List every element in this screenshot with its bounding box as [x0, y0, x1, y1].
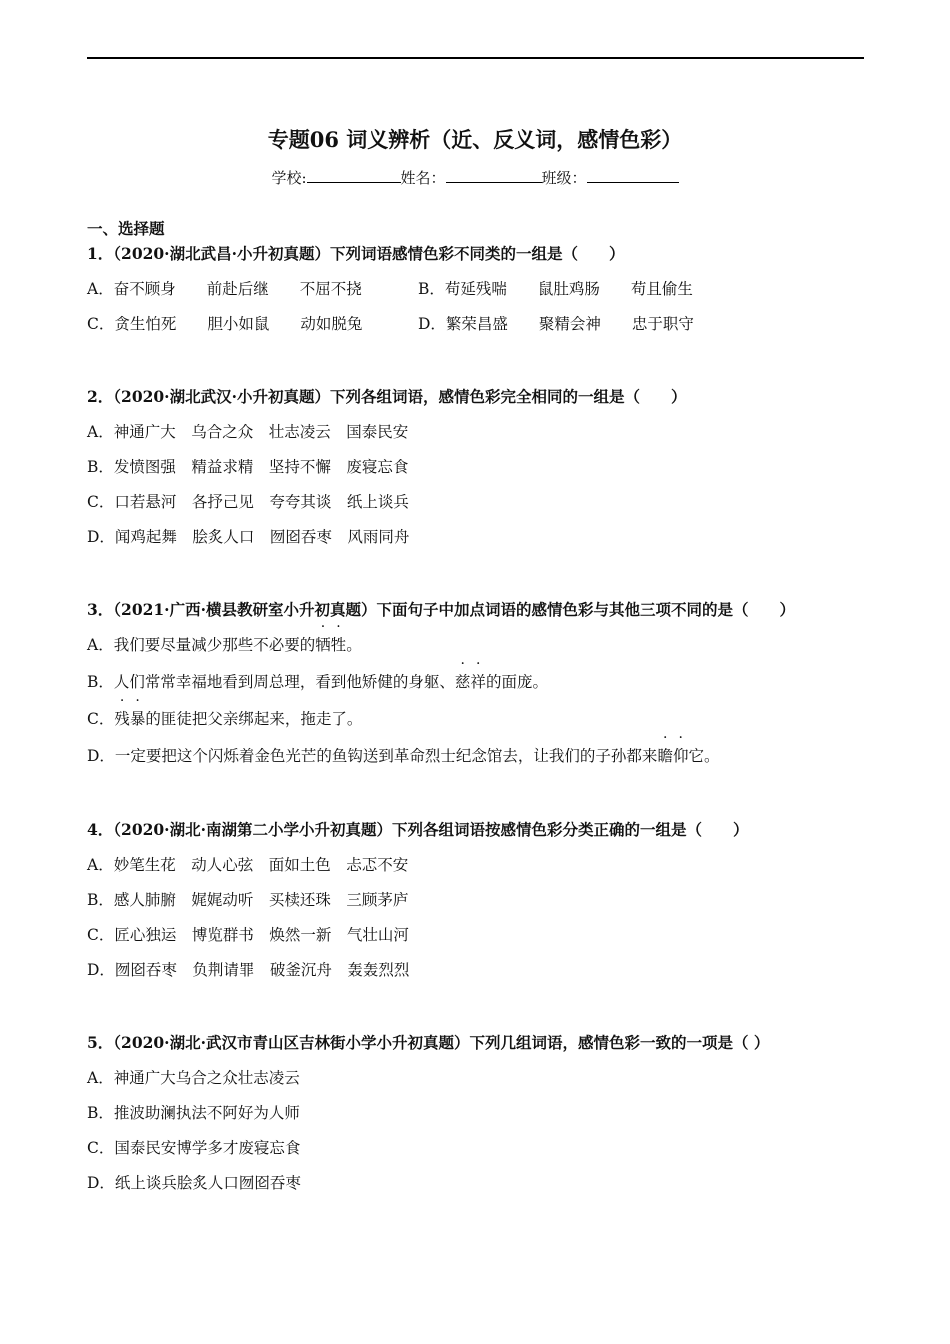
option-text: 的面庞。	[485, 673, 548, 691]
dotted-char: 瞻	[657, 747, 673, 765]
section-heading: 一、选择题	[87, 219, 165, 238]
option-text: C．	[87, 710, 115, 728]
question-1-option-c[interactable]: C．贪生怕死 胆小如鼠 动如脱兔	[87, 315, 363, 333]
school-label: 学校:	[271, 169, 307, 187]
option-text: B．人们常常幸福地看到周总理，看到他矫健的身躯、	[87, 673, 455, 691]
question-4-stem: 4．（2020·湖北·南湖第二小学小升初真题）下列各组词语按感情色彩分类正确的一组是（ ）	[87, 820, 749, 839]
option-text: A．我们要尽量减少那些不必要的	[87, 636, 316, 654]
header-rule	[87, 57, 864, 59]
question-1-option-b[interactable]: B．苟延残喘 鼠肚鸡肠 苟且偷生	[418, 280, 693, 298]
question-5-stem: 5．（2020·湖北·武汉市青山区吉林街小学小升初真题）下列几组词语，感情色彩一致的一项是（ ）	[87, 1033, 770, 1052]
question-1-option-d[interactable]: D．繁荣昌盛 聚精会神 忠于职守	[418, 315, 694, 333]
dotted-char: 牺	[315, 636, 331, 654]
question-3-option-d[interactable]	[87, 744, 719, 766]
dotted-char: 慈	[454, 673, 471, 691]
dotted-char: 残	[114, 710, 130, 728]
question-5-option-a[interactable]: A．神通广大乌合之众壮志凌云	[87, 1069, 300, 1087]
question-4-option-d[interactable]: D．囫囵吞枣 负荆请罪 破釜沉舟 轰轰烈烈	[87, 961, 410, 979]
question-1-stem: 1．（2020·湖北武昌·小升初真题）下列词语感情色彩不同类的一组是（ ）	[87, 244, 625, 263]
dotted-char: 暴	[129, 710, 146, 728]
option-text: D．一定要把这个闪烁着金色光芒的鱼钩送到革命烈士纪念馆去，让我们的子孙都来	[87, 747, 658, 765]
question-1-option-a[interactable]: A．奋不顾身 前赴后继 不屈不挠	[87, 280, 362, 298]
question-4-option-a[interactable]: A．妙笔生花 动人心弦 面如土色 忐忑不安	[87, 856, 409, 874]
question-3-stem: 3．（2021·广西·横县教研室小升初真题）下面句子中加点词语的感情色彩与其他三项不同的是（ ）	[87, 600, 795, 619]
question-3-option-c[interactable]	[87, 707, 362, 729]
question-2-stem: 2．（2020·湖北武汉·小升初真题）下列各组词语，感情色彩完全相同的一组是（ ）	[87, 387, 687, 406]
school-blank[interactable]	[307, 168, 401, 183]
name-blank[interactable]	[446, 168, 542, 183]
question-3-option-a[interactable]	[87, 633, 362, 655]
question-2-option-a[interactable]: A．神通广大 乌合之众 壮志凌云 国泰民安	[87, 423, 409, 441]
dotted-char: 仰	[672, 747, 689, 765]
dotted-char: 祥	[470, 673, 486, 691]
question-4-option-c[interactable]: C．匠心独运 博览群书 焕然一新 气壮山河	[87, 926, 409, 944]
option-text: 的匪徒把父亲绑起来，拖走了。	[145, 710, 363, 728]
class-label: 班级：	[541, 169, 587, 187]
dotted-char: 牲	[330, 636, 347, 654]
student-info-line	[0, 167, 950, 188]
question-2-option-d[interactable]: D．闻鸡起舞 脍炙人口 囫囵吞枣 风雨同舟	[87, 528, 410, 546]
question-2-option-b[interactable]: B．发愤图强 精益求精 坚持不懈 废寝忘食	[87, 458, 409, 476]
option-text: 。	[346, 636, 362, 654]
question-3-option-b[interactable]	[87, 670, 548, 692]
class-blank[interactable]	[587, 168, 679, 183]
question-5-option-c[interactable]: C．国泰民安博学多才废寝忘食	[87, 1139, 301, 1157]
question-5-option-b[interactable]: B．推波助澜执法不阿好为人师	[87, 1104, 300, 1122]
option-text: 它。	[688, 747, 720, 765]
name-label: 姓名：	[400, 169, 446, 187]
question-2-option-c[interactable]: C．口若悬河 各抒己见 夸夸其谈 纸上谈兵	[87, 493, 409, 511]
question-5-option-d[interactable]: D．纸上谈兵脍炙人口囫囵吞枣	[87, 1174, 301, 1192]
page-title: 专题06 词义辨析（近、反义词，感情色彩）	[267, 127, 683, 152]
question-4-option-b[interactable]: B．感人肺腑 娓娓动听 买椟还珠 三顾茅庐	[87, 891, 409, 909]
